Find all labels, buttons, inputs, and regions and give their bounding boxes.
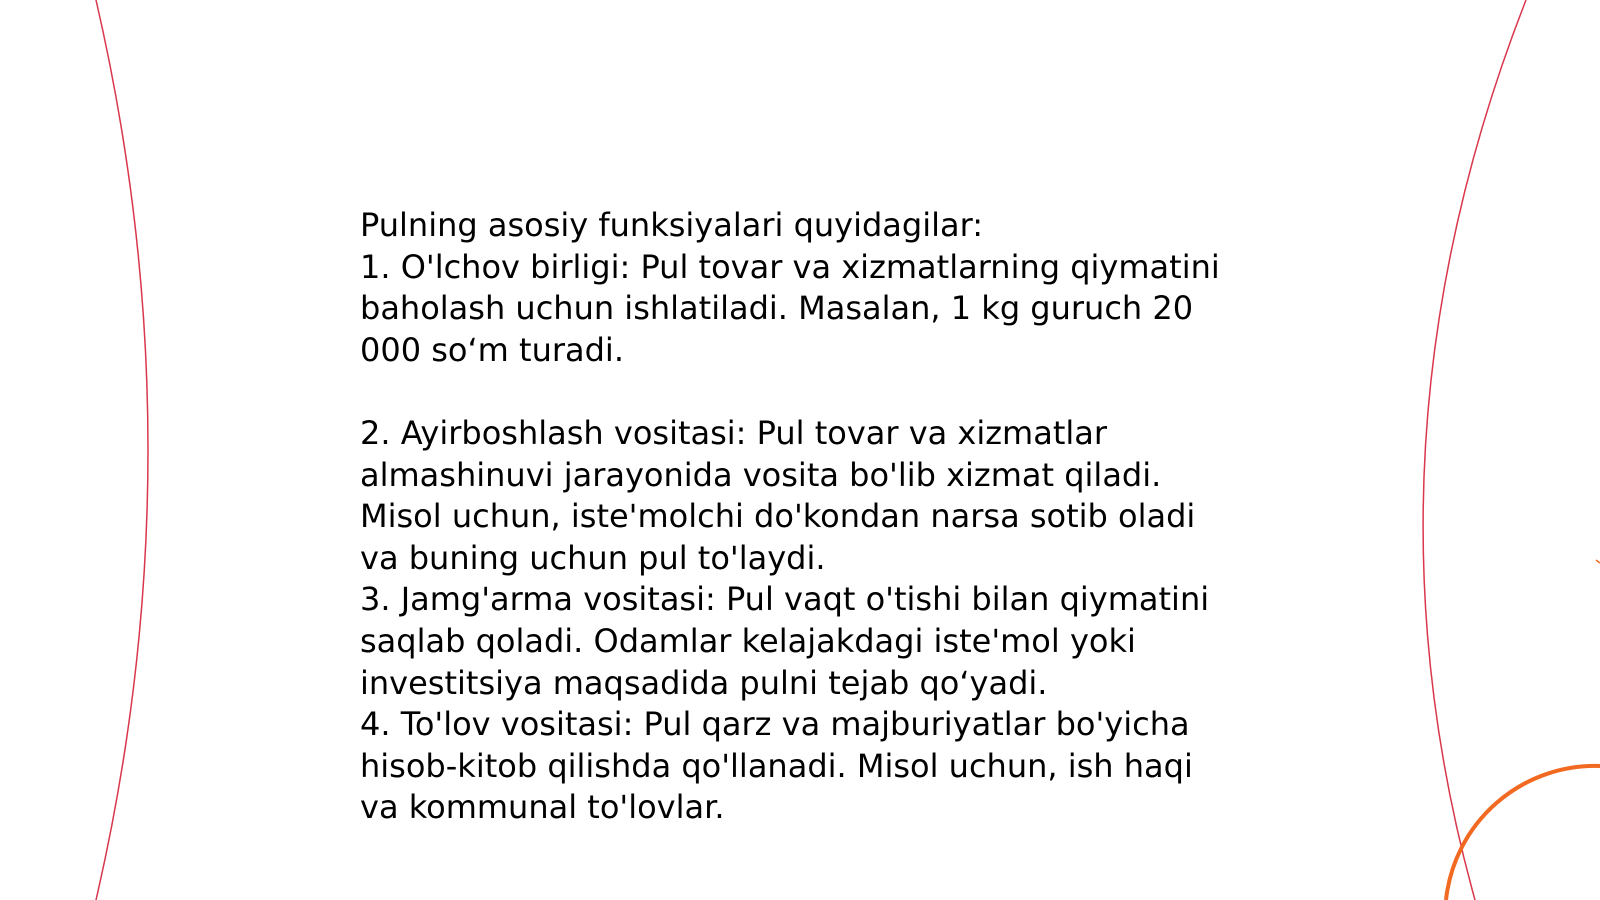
right-edge-tick	[1596, 560, 1600, 563]
point-payment-means: 4. To'lov vositasi: Pul qarz va majburiyatlar bo'yicha hisob-kitob qilishda qo'llanadi. Misol uchun, ish haqi va kommunal to'lovlar.	[360, 705, 1193, 827]
point-measure-unit: 1. O'lchov birligi: Pul tovar va xizmatlarning qiymatini baholash uchun ishlatiladi. Masalan, 1 kg guruch 20 000 so‘m turadi.	[360, 247, 1220, 369]
right-curve	[1423, 0, 1526, 900]
point-exchange-medium: 2. Ayirboshlash vositasi: Pul tovar va xizmatlar almashinuvi jarayonida vosita bo'lib xizmat qiladi. Misol uchun, iste'molchi do'kondan narsa sotib oladi va buning uchun pul to'laydi.	[360, 413, 1196, 577]
point-store-of-value: 3. Jamg'arma vositasi: Pul vaqt o'tishi bilan qiymatini saqlab qoladi. Odamlar kelajakdagi iste'mol yoki investitsiya maqsadida pulni tejab qo‘yadi.	[360, 580, 1210, 702]
intro-line: Pulning asosiy funksiyalari quyidagilar:	[360, 206, 983, 244]
blank-line	[360, 371, 1240, 413]
slide-body-text	[360, 205, 1240, 829]
left-curve	[96, 0, 148, 900]
